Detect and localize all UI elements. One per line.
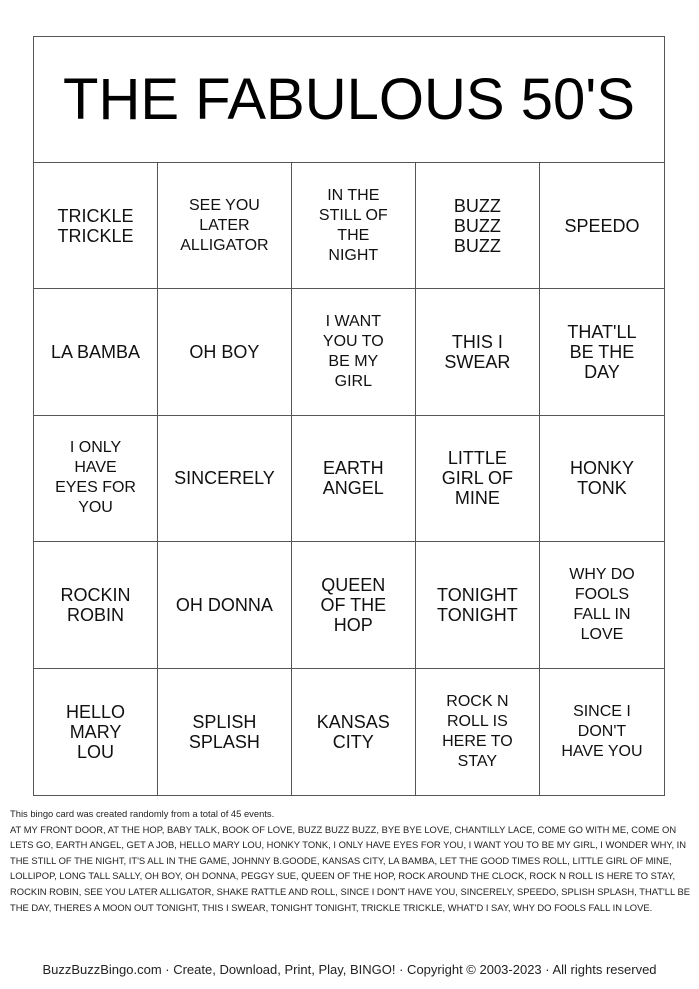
bingo-cell bbox=[416, 542, 540, 668]
bingo-cell bbox=[34, 542, 158, 668]
bingo-cell-text: THAT'LL BE THE DAY bbox=[567, 322, 637, 383]
bingo-cell-text: ROCK N ROLL IS HERE TO STAY bbox=[442, 692, 513, 770]
bingo-cell-text: I WANT YOU TO BE MY GIRL bbox=[322, 313, 384, 391]
bingo-cell-text: HELLO MARY LOU bbox=[66, 701, 126, 762]
bingo-cell bbox=[34, 669, 158, 795]
bingo-cell bbox=[416, 289, 540, 415]
bingo-cell-text: ROCKIN ROBIN bbox=[60, 584, 131, 625]
bingo-cell-text: SPEEDO bbox=[564, 215, 640, 236]
bingo-cell bbox=[158, 542, 292, 668]
bingo-cell-text: TRICKLE TRICKLE bbox=[57, 205, 134, 246]
bingo-cell-text: LITTLE GIRL OF MINE bbox=[441, 448, 514, 509]
bingo-grid bbox=[34, 163, 664, 795]
bingo-cell bbox=[34, 416, 158, 542]
bingo-cell bbox=[540, 669, 664, 795]
bingo-cell bbox=[158, 416, 292, 542]
events-footnote bbox=[10, 806, 695, 915]
bingo-cell-text: SPLISH SPLASH bbox=[188, 711, 260, 752]
bingo-cell-text: OH DONNA bbox=[175, 594, 273, 615]
bingo-cell-text: IN THE STILL OF THE NIGHT bbox=[318, 186, 388, 264]
bingo-cell bbox=[540, 289, 664, 415]
bingo-cell-text: SINCERELY bbox=[174, 468, 275, 489]
bingo-cell-text: QUEEN OF THE HOP bbox=[320, 574, 387, 635]
bingo-cell-text: SINCE I DON'T HAVE YOU bbox=[561, 702, 643, 760]
site-footer: BuzzBuzzBingo.com · Create, Download, Print, Play, BINGO! · Copyright © 2003-2023 · All rights reserved bbox=[42, 962, 657, 977]
bingo-cell bbox=[292, 416, 416, 542]
bingo-card bbox=[33, 36, 665, 796]
bingo-cell bbox=[540, 542, 664, 668]
bingo-cell bbox=[158, 289, 292, 415]
bingo-cell bbox=[34, 289, 158, 415]
bingo-cell bbox=[292, 163, 416, 289]
bingo-cell bbox=[540, 416, 664, 542]
bingo-cell-text: TONIGHT TONIGHT bbox=[437, 584, 518, 625]
bingo-cell bbox=[540, 163, 664, 289]
bingo-cell bbox=[292, 542, 416, 668]
bingo-cell bbox=[292, 289, 416, 415]
bingo-cell-text: KANSAS CITY bbox=[316, 711, 390, 752]
bingo-cell bbox=[416, 163, 540, 289]
footnote-intro: This bingo card was created randomly from a total of 45 events. bbox=[10, 808, 275, 819]
bingo-cell bbox=[34, 163, 158, 289]
bingo-cell-text: LA BAMBA bbox=[51, 342, 141, 363]
bingo-cell-text: I ONLY HAVE EYES FOR YOU bbox=[55, 439, 136, 517]
bingo-cell-text: EARTH ANGEL bbox=[322, 458, 384, 499]
bingo-cell-text: WHY DO FOOLS FALL IN LOVE bbox=[569, 565, 635, 643]
card-title: THE FABULOUS 50'S bbox=[34, 37, 664, 163]
bingo-cell bbox=[416, 669, 540, 795]
bingo-cell bbox=[158, 669, 292, 795]
bingo-cell-text: THIS I SWEAR bbox=[444, 332, 511, 373]
bingo-cell-text: SEE YOU LATER ALLIGATOR bbox=[180, 196, 269, 254]
bingo-cell bbox=[416, 416, 540, 542]
bingo-cell-text: HONKY TONK bbox=[569, 458, 634, 499]
bingo-cell-text: OH BOY bbox=[189, 342, 260, 363]
bingo-cell bbox=[292, 669, 416, 795]
footnote-events-list: AT MY FRONT DOOR, AT THE HOP, BABY TALK, BOOK OF LOVE, BUZZ BUZZ BUZZ, BYE BYE LOVE, CHANTILLY LACE, COME GO WITH ME, COME ON LETS GO, EARTH ANGEL, GET A JOB, HELLO MARY LOU, HONKY TONK, I ONLY HAVE EYES FOR YOU, I WANT YOU TO BE MY GIRL, I WONDER WHY, IN THE STILL OF THE NIGHT, IT'S ALL IN THE GAME, JOHNNY B.GOODE, KANSAS CITY, LA BAMBA, LET THE GOOD TIMES ROLL, LITTLE GIRL OF MINE, LOLLIPOP, LONG TALL SALLY, OH BOY, OH DONNA, PEGGY SUE, QUEEN OF THE HOP, ROCK AROUND THE CLOCK, ROCK N ROLL IS HERE TO STAY, ROCKIN ROBIN, SEE YOU LATER ALLIGATOR, SHAKE RATTLE AND ROLL, SINCE I DON'T HAVE YOU, SINCERELY, SPEEDO, SPLISH SPLASH, THAT'LL BE THE DAY, THERES A MOON OUT TONIGHT, THIS I SWEAR, TONIGHT TONIGHT, TRICKLE TRICKLE, WHAT'D I SAY, WHY DO FOOLS FALL IN LOVE. bbox=[10, 823, 690, 913]
bingo-cell bbox=[158, 163, 292, 289]
bingo-cell-text: BUZZ BUZZ BUZZ bbox=[453, 195, 501, 256]
